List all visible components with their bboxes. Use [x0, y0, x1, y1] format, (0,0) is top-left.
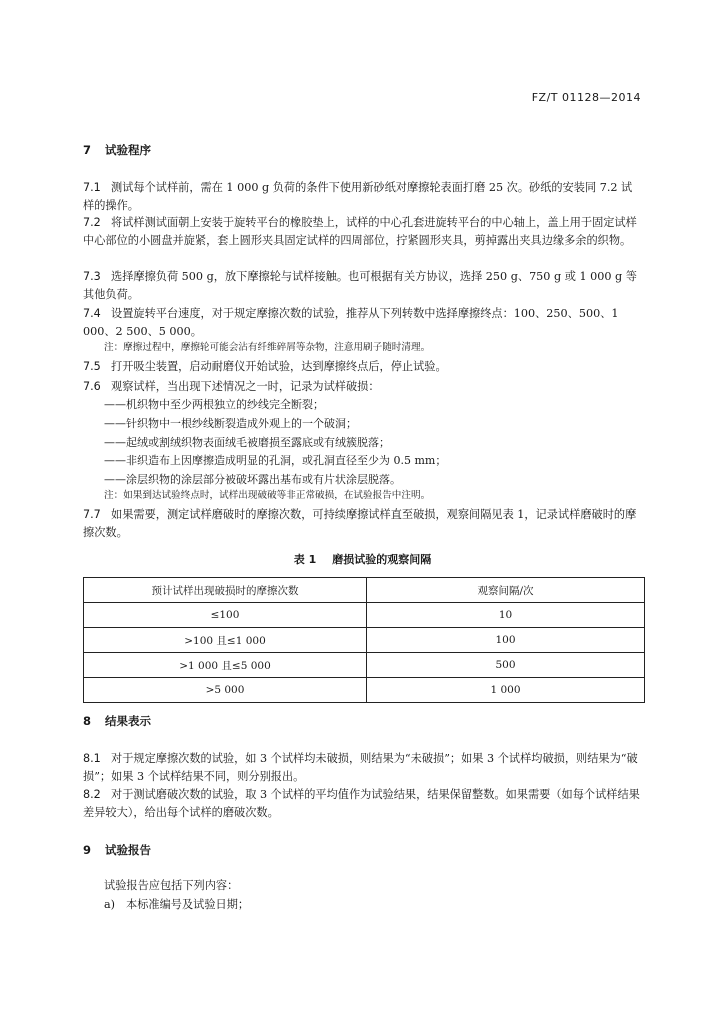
- clause-text: 对于规定摩擦次数的试验，如 3 个试样均未破损，则结果为“未破损”；如果 3 个试样均破损，则结果为“破损”；如果 3 个试样结果不同，则分别报出。: [83, 752, 638, 783]
- report-item-text: 本标准编号及试验日期；: [126, 898, 250, 911]
- table-cell: ≤100: [84, 603, 367, 628]
- clause-7-1: [83, 179, 643, 214]
- table-header-cell: 观察间隔/次: [367, 578, 645, 603]
- table-row: [84, 678, 645, 703]
- table-header-cell: 预计试样出现破损时的摩擦次数: [84, 578, 367, 603]
- section-number: 7: [83, 143, 92, 157]
- clause-7-5: [83, 358, 643, 376]
- table-row: [84, 653, 645, 678]
- damage-item: ——机织物中至少两根独立的纱线完全断裂；: [104, 398, 324, 411]
- section-title: 试验程序: [105, 143, 151, 157]
- section-8-heading: [83, 713, 151, 729]
- clause-8-2: [83, 786, 643, 821]
- damage-item: ——起绒或割绒织物表面绒毛被磨损至露底或有绒簇脱落；: [104, 436, 390, 449]
- observation-interval-table: [83, 577, 645, 703]
- report-item: [104, 895, 249, 914]
- table-cell: >1 000 且≤5 000: [84, 653, 367, 678]
- damage-item: ——针织物中一根纱线断裂造成外观上的一个破洞；: [104, 417, 357, 430]
- doc-code-header: FZ/T 01128—2014: [531, 91, 641, 104]
- section-title: 结果表示: [105, 714, 151, 728]
- table-cell: 100: [367, 628, 645, 653]
- note-7-4: 注：摩擦过程中，摩擦轮可能会沾有纤维碎屑等杂物，注意用刷子随时清理。: [104, 342, 431, 353]
- clause-8-1: [83, 750, 643, 785]
- damage-item: ——涂层织物的涂层部分被破坏露出基布或有片状涂层脱落。: [104, 473, 401, 486]
- table-title: 磨损试验的观察间隔: [332, 553, 432, 566]
- clause-7-4: [83, 305, 643, 340]
- clause-number: 7.5: [83, 360, 101, 373]
- table-header-row: [84, 578, 645, 603]
- clause-text: 测试每个试样前，需在 1 000 g 负荷的条件下使用新砂纸对摩擦轮表面打磨 25 次。砂纸的安装同 7.2 试样的操作。: [83, 181, 633, 212]
- clause-number: 7.1: [83, 181, 101, 194]
- section-7-heading: [83, 142, 151, 158]
- table-cell: >100 且≤1 000: [84, 628, 367, 653]
- clause-number: 7.3: [83, 270, 101, 283]
- report-item-label: a): [104, 898, 116, 911]
- table-row: [84, 603, 645, 628]
- clause-number: 7.6: [83, 380, 101, 393]
- section-number: 8: [83, 714, 92, 728]
- table-row: [84, 628, 645, 653]
- clause-7-7: [83, 506, 643, 541]
- table-cell: 1 000: [367, 678, 645, 703]
- clause-text: 对于测试磨破次数的试验，取 3 个试样的平均值作为试验结果，结果保留整数。如果需要（如每个试样结果差异较大），给出每个试样的磨破次数。: [83, 788, 640, 819]
- clause-text: 观察试样，当出现下述情况之一时，记录为试样破损：: [111, 380, 380, 393]
- table-cell: 10: [367, 603, 645, 628]
- table-cell: 500: [367, 653, 645, 678]
- table-caption: [0, 551, 725, 567]
- clause-text: 如果需要，测定试样磨破时的摩擦次数，可持续摩擦试样直至破损，观察间隔见表 1，记录试样磨破时的摩擦次数。: [83, 508, 637, 539]
- table-cell: >5 000: [84, 678, 367, 703]
- note-7-6: 注：如果到达试验终点时，试样出现破破等非正常破损，在试验报告中注明。: [104, 490, 431, 501]
- section-title: 试验报告: [105, 843, 151, 857]
- report-intro: 试验报告应包括下列内容：: [104, 879, 239, 892]
- section-number: 9: [83, 843, 92, 857]
- clause-number: 7.2: [83, 216, 101, 229]
- clause-number: 8.1: [83, 752, 101, 765]
- clause-number: 7.4: [83, 307, 101, 320]
- clause-7-3: [83, 268, 643, 303]
- clause-number: 7.7: [83, 508, 101, 521]
- clause-7-6: [83, 378, 643, 396]
- clause-text: 选择摩擦负荷 500 g，放下摩擦轮与试样接触。也可根据有关方协议，选择 250 g、750 g 或 1 000 g 等其他负荷。: [83, 270, 637, 301]
- table-label: 表 1: [293, 553, 317, 566]
- clause-text: 将试样测试面朝上安装于旋转平台的橡胶垫上，试样的中心孔套进旋转平台的中心轴上，盖上用于固定试样中心部位的小圆盘并旋紧，套上圆形夹具固定试样的四周部位，拧紧圆形夹具，剪掉露出夹具边缘多余的织物。: [83, 216, 637, 247]
- clause-7-2: [83, 214, 643, 249]
- section-9-heading: [83, 842, 151, 858]
- clause-text: 打开吸尘装置，启动耐磨仪开始试验，达到摩擦终点后，停止试验。: [111, 360, 447, 373]
- damage-item: ——非织造布上因摩擦造成明显的孔洞，或孔洞直径至少为 0.5 mm；: [104, 454, 447, 467]
- clause-text: 设置旋转平台速度，对于规定摩擦次数的试验，推荐从下列转数中选择摩擦终点：100、250、500、1 000、2 500、5 000。: [83, 307, 619, 338]
- clause-number: 8.2: [83, 788, 101, 801]
